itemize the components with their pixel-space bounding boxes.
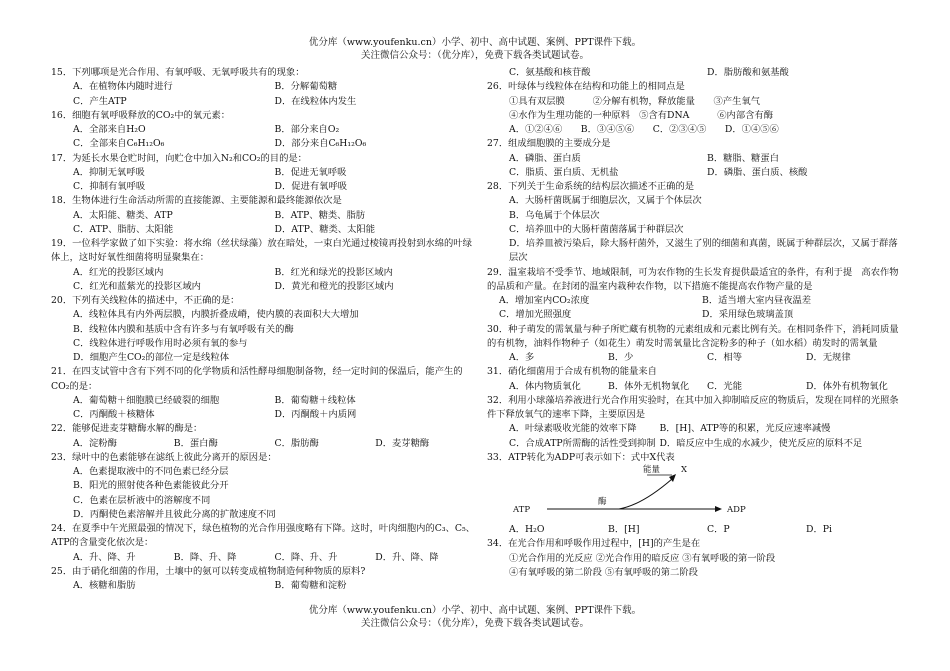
right-column <box>487 66 905 580</box>
question-28: 28．下列关于生命系统的结构层次描述不正确的是 <box>487 181 695 192</box>
option: A．多 <box>509 352 535 363</box>
option: A．太阳能、糖类、ATP <box>73 209 173 221</box>
question-16-options <box>51 137 476 151</box>
option: B．体外无机物氧化 <box>608 380 690 392</box>
option: B．红光和绿光的投影区域内 <box>274 266 393 278</box>
question-17-options <box>51 180 476 194</box>
option: B．葡萄糖和淀粉 <box>274 580 347 591</box>
question-33: 33．ATP转化为ADP可表示如下：式中X代表 <box>487 451 675 463</box>
question-32: 32．利用小球藻培养液进行光合作用实验时，在其中加入抑制暗反应的物质后，发现在同样的光照条件下释放氧气的速率下降，主要原因是 <box>487 394 899 420</box>
page-footer <box>0 605 950 630</box>
adp-label: ADP <box>727 505 746 515</box>
question-29-options <box>487 308 905 322</box>
option: C．相等 <box>707 352 743 363</box>
footer-line-1: 优分库（www.youfenku.cn）小学、初中、高中试题、案例、PPT课件下载。 <box>308 605 642 616</box>
option: C．光能 <box>707 380 743 392</box>
option: B．蛋白酶 <box>173 437 218 449</box>
question-32-options <box>487 422 905 436</box>
question-19-options <box>51 266 476 280</box>
question-23: 23．绿叶中的色素能够在滤纸上彼此分离开的原因是： <box>51 451 277 463</box>
option: D．体外有机物氧化 <box>806 380 888 392</box>
option: B．少 <box>608 352 634 363</box>
question-22: 22．能够促进麦芽糖酶水解的酶是： <box>51 423 203 435</box>
statement-line: ①光合作用的光反应 ②光合作用的暗反应 ③有氧呼吸的第一阶段 <box>509 552 776 564</box>
option: D．在线粒体内发生 <box>274 95 357 107</box>
question-24: 24．在夏季中午光照最强的情况下，绿色植物的光合作用强度略有下降。这时，叶肉细胞内的C₃、C₅、ATP的含量变化依次是： <box>51 523 475 549</box>
option: C．全部来自C₆H₁₂O₆ <box>73 138 165 150</box>
question-16-options <box>51 123 476 137</box>
option: A．核糖和脂肪 <box>73 580 136 591</box>
option: C．产生ATP <box>73 95 127 107</box>
option: A．在植物体内随时进行 <box>73 81 173 93</box>
option: D．培养皿被污染后，除大肠杆菌外，又滋生了别的细菌和真菌，既属于种群层次，又属于群落层次 <box>509 238 898 264</box>
option: D．丙酮使色素溶解并且彼此分离的扩散速度不同 <box>73 508 276 520</box>
option: C．降、升、升 <box>274 551 338 563</box>
statement-line: ④有氧呼吸的第二阶段 ⑤有氧呼吸的第二阶段 <box>509 566 698 578</box>
question-15: 15．下列哪项是光合作用、有氧呼吸、无氧呼吸共有的现象： <box>51 67 305 78</box>
question-21: 21．在四支试管中含有下列不同的化学物质和活性酵母细胞制备物，经一定时间的保温后，能产生的CO₂的是： <box>51 366 463 392</box>
option: D．部分来自C₆H₁₂O₆ <box>274 138 367 150</box>
question-15-options <box>51 80 476 94</box>
option: A．全部来自H₂O <box>73 124 146 135</box>
option: C．线粒体进行呼吸作用时必须有氧的参与 <box>73 337 248 349</box>
question-31-options <box>487 380 905 394</box>
question-22-options <box>51 437 476 451</box>
option: B．[H]、ATP等的积累，光反应速率减慢 <box>659 423 831 435</box>
option: D．采用绿色玻璃盖顶 <box>702 309 794 321</box>
option: B．乌龟属于个体层次 <box>509 209 600 221</box>
header-line-1: 优分库（www.youfenku.cn）小学、初中、高中试题、案例、PPT课件下载。 <box>308 37 642 48</box>
question-30: 30．种子萌发的需氧量与种子所贮藏有机物的元素组成和元素比例有关。在相同条件下，消耗同质量的有机物，油料作物种子（如花生）萌发时需氧量比含淀粉多的种子（如水稻）萌发时的需氧量 <box>487 323 899 349</box>
option: B．线粒体内膜和基质中含有许多与有氧呼吸有关的酶 <box>73 323 294 335</box>
option: D．无规律 <box>806 352 851 363</box>
question-34: 34．在光合作用和呼吸作用过程中，[H]的产生是在 <box>487 538 701 550</box>
question-27-options <box>487 152 905 166</box>
option: C．色素在层析液中的溶解度不同 <box>73 494 211 506</box>
option: D．麦芽糖酶 <box>375 437 430 449</box>
branch-arrow-line <box>619 479 672 509</box>
question-20: 20．下列有关线粒体的描述中，不正确的是： <box>51 295 240 306</box>
option: B．降、升、降 <box>173 551 237 563</box>
question-27: 27．组成细胞膜的主要成分是 <box>487 138 611 150</box>
question-24-options <box>51 551 476 565</box>
x-label: X <box>681 465 688 475</box>
option: C．培养皿中的大肠杆菌菌落属于种群层次 <box>509 223 684 235</box>
option: C．合成ATP所需酶的活性受到抑制 <box>509 437 656 449</box>
question-32-options <box>487 437 905 451</box>
option: A．H₂O <box>509 524 545 535</box>
question-26-options: A．①②④⑥ B．③④⑤⑥ C．②③④⑤ D．①④⑤⑥ <box>509 124 779 135</box>
option: C．增加光照强度 <box>499 309 572 321</box>
question-31: 31．硝化细菌用于合成有机物的能量来自 <box>487 366 657 378</box>
option: C．P <box>707 524 730 535</box>
option: A．淀粉酶 <box>73 437 117 449</box>
option: A．叶绿素吸收光能的效率下降 <box>509 423 637 435</box>
option: B．部分来自O₂ <box>274 124 340 135</box>
option: D．脂肪酸和氨基酸 <box>707 67 789 78</box>
question-25-options <box>51 579 476 593</box>
question-26: 26．叶绿体与线粒体在结构和功能上的相同点是 <box>487 81 685 93</box>
statement-line: ④水作为生理功能的一种原料 ⑤含有DNA ⑥内部含有酶 <box>509 109 774 121</box>
option: D．暗反应中生成的水减少，使光反应的原料不足 <box>659 437 863 449</box>
option: B．ATP、糖类、脂肪 <box>274 209 366 221</box>
option: A．磷脂、蛋白质 <box>509 152 581 164</box>
question-21-options <box>51 408 476 422</box>
left-column <box>51 66 476 593</box>
header-line-2: 关注微信公众号：（优分库），免费下载各类试题试卷。 <box>360 49 589 61</box>
option: C．红光和蓝紫光的投影区域内 <box>73 280 201 292</box>
option: B．适当增大室内昼夜温差 <box>702 295 812 306</box>
question-17-options <box>51 166 476 180</box>
option: A．葡萄糖＋细胞膜已经破裂的细胞 <box>73 394 220 406</box>
option: D．细胞产生CO₂的部位一定是线粒体 <box>73 352 230 363</box>
question-15-options <box>51 95 476 109</box>
question-27-options <box>487 166 905 180</box>
option: B．阳光的照射使各种色素能彼此分开 <box>73 480 229 492</box>
question-29-options <box>487 294 905 308</box>
option: B．糖脂、糖蛋白 <box>707 152 779 164</box>
question-25-options <box>487 66 905 80</box>
question-19: 19．一位科学家做了如下实验：将水绵（丝状绿藻）放在暗处，一束白光通过棱镜再投射到水绵的叶绿体上，这时好氧性细菌将明显聚集在： <box>51 238 472 264</box>
statement-line: ①具有双层膜 ②分解有机物，释放能量 ③产生氧气 <box>509 95 761 107</box>
question-18-options <box>51 209 476 223</box>
option: C．ATP、脂肪、太阳能 <box>73 223 174 235</box>
option: D．磷脂、蛋白质、核酸 <box>707 166 808 178</box>
option: B．[H] <box>608 524 640 535</box>
option: D．升、降、降 <box>375 551 439 563</box>
question-30-options <box>487 351 905 365</box>
question-25: 25．由于硝化细菌的作用，土壤中的氨可以转变成植物制造何种物质的原料? <box>51 565 366 577</box>
question-17: 17．为延长水果仓贮时间，向贮仓中加入N₂和CO₂的目的是： <box>51 152 307 164</box>
option: D．Pi <box>806 524 832 535</box>
option: D．丙酮酸＋内质网 <box>274 409 357 420</box>
option: A．线粒体具有内外两层膜，内膜折叠成嵴，使内膜的表面积大大增加 <box>73 309 359 321</box>
option: A．升、降、升 <box>73 551 136 563</box>
option: B．葡萄糖＋线粒体 <box>274 394 356 406</box>
enzyme-label: 酶 <box>598 497 607 507</box>
option: C．抑制有氧呼吸 <box>73 181 146 192</box>
atp-label: ATP <box>513 505 531 515</box>
option: D．促进有氧呼吸 <box>274 181 348 192</box>
option: A．色素提取液中的不同色素已经分层 <box>73 466 229 477</box>
question-19-options <box>51 280 476 294</box>
question-29: 29．温室栽培不受季节、地域限制，可为农作物的生长发育提供最适宜的条件，有利于提 高农作物的品质和产量。在封闭的温室内栽种农作物，以下措施不能提高农作物产量的是 <box>487 266 899 292</box>
option: C．脂肪酶 <box>274 437 319 449</box>
reaction-arrowhead <box>715 506 722 512</box>
option: A．体内物质氧化 <box>509 380 581 392</box>
option: A．大肠杆菌既属于细胞层次，又属于个体层次 <box>509 195 702 207</box>
option: B．促进无氧呼吸 <box>274 166 347 178</box>
question-18-options <box>51 223 476 237</box>
option: A．增加室内CO₂浓度 <box>499 295 590 306</box>
option: C．氨基酸和核苷酸 <box>509 67 591 78</box>
option: D．黄光和橙光的投影区域内 <box>274 280 394 292</box>
page-header <box>0 37 950 62</box>
energy-label: 能量 <box>643 465 661 475</box>
question-18: 18．生物体进行生命活动所需的直接能源、主要能源和最终能源依次是 <box>51 195 342 207</box>
option: A．抑制无氧呼吸 <box>73 166 145 178</box>
option: C．丙酮酸＋核糖体 <box>73 409 155 420</box>
option: A．红光的投影区域内 <box>73 266 164 278</box>
question-16: 16．细胞有氧呼吸释放的CO₂中的氧元素： <box>51 109 231 121</box>
option: B．分解葡萄糖 <box>274 81 338 93</box>
question-21-options <box>51 394 476 408</box>
option: C．脂质、蛋白质、无机盐 <box>509 166 619 178</box>
footer-line-2: 关注微信公众号：（优分库），免费下载各类试题试卷。 <box>360 617 589 629</box>
atp-adp-diagram <box>487 465 905 523</box>
option: D．ATP、糖类、太阳能 <box>274 223 375 235</box>
question-33-options <box>487 523 905 537</box>
